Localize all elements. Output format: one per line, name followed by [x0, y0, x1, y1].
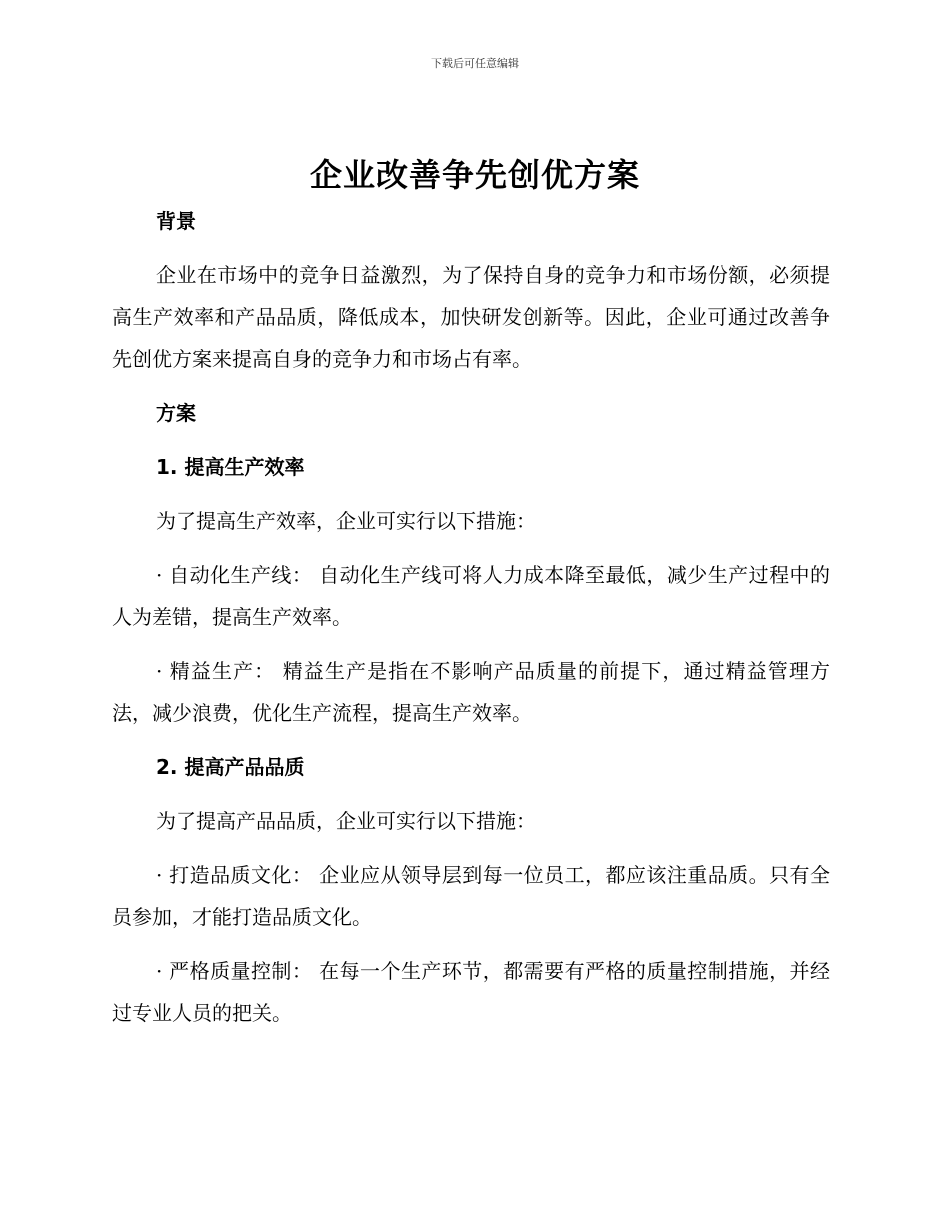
item2-intro: 为了提高产品品质，企业可实行以下措施：	[156, 809, 536, 833]
document-body	[112, 200, 830, 1034]
item1-heading: 1. 提高生产效率	[156, 455, 305, 479]
header-note: 下载后可任意编辑	[431, 57, 519, 70]
item2-point1: · 打造品质文化： 企业应从领导层到每一位员工，都应该注重品质。只有全员参加，才能打造品质文化。	[112, 863, 830, 929]
item2-heading: 2. 提高产品品质	[156, 755, 305, 779]
item1-intro: 为了提高生产效率，企业可实行以下措施：	[156, 509, 536, 533]
item1-point1: · 自动化生产线： 自动化生产线可将人力成本降至最低，减少生产过程中的人为差错，提高生产效率。	[112, 563, 830, 629]
item2-point2: · 严格质量控制： 在每一个生产环节，都需要有严格的质量控制措施，并经过专业人员的把关。	[112, 959, 830, 1025]
item1-point2: · 精益生产： 精益生产是指在不影响产品质量的前提下，通过精益管理方法，减少浪费，优化生产流程，提高生产效率。	[112, 659, 830, 725]
background-paragraph: 企业在市场中的竞争日益激烈，为了保持自身的竞争力和市场份额，必须提高生产效率和产品品质，降低成本，加快研发创新等。因此，企业可通过改善争先创优方案来提高自身的竞争力和市场占有率。	[112, 263, 830, 371]
background-heading: 背景	[156, 209, 196, 233]
plan-heading: 方案	[156, 401, 196, 425]
document-title: 企业改善争先创优方案	[309, 156, 640, 194]
